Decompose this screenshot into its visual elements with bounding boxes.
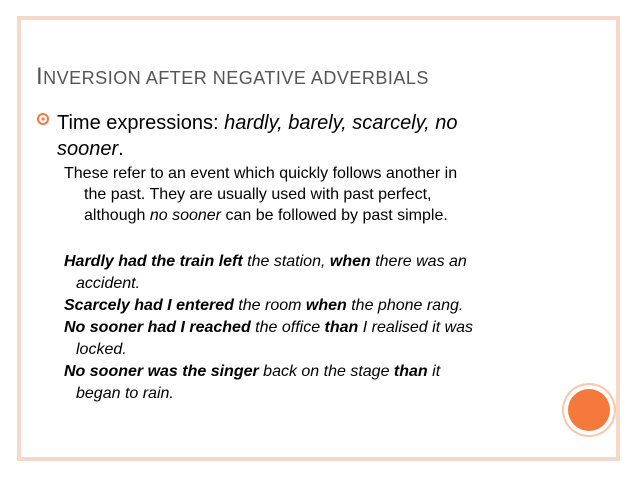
examples-list (64, 251, 554, 405)
example-text: the office (250, 319, 325, 336)
example-bold: Hardly had the train left (64, 253, 243, 270)
paragraph-line-3 (64, 205, 539, 226)
title-first-letter: I (36, 63, 44, 90)
example-line (64, 317, 554, 339)
example-continuation: accident. (76, 275, 141, 292)
example-bold: than (393, 363, 428, 380)
paragraph-line-3-italic: no sooner (149, 207, 222, 224)
example-line (64, 361, 554, 383)
example-text: back on the stage (258, 363, 394, 380)
frame-right-border (616, 16, 620, 461)
heading-italic: hardly, barely, scarcely, no (224, 112, 458, 134)
example-text: there was an (370, 253, 467, 270)
title-rest: NVERSION AFTER NEGATIVE ADVERBIALS (43, 68, 429, 88)
paragraph-line-3-a: although (84, 207, 150, 224)
example-bold: than (324, 319, 359, 336)
frame-top-border (17, 16, 620, 20)
example-bold: when (305, 297, 347, 314)
example-continuation: locked. (76, 341, 127, 358)
example-text: the phone rang. (346, 297, 464, 314)
frame-left-border (17, 16, 21, 461)
example-text: the station, (242, 253, 330, 270)
example-continuation: began to rain. (76, 385, 174, 402)
paragraph-line-1: These refer to an event which quickly follows another in (64, 165, 458, 182)
example-line (64, 295, 554, 317)
decorative-circle (568, 389, 610, 431)
paragraph-line-3-b: can be followed by past simple. (221, 207, 448, 224)
bullet-heading (57, 110, 527, 162)
example-text: the room (233, 297, 306, 314)
example-bold: No sooner had I reached (64, 319, 251, 336)
example-bold: when (329, 253, 371, 270)
example-bold: No sooner was the singer (64, 363, 259, 380)
heading-lead: Time expressions: (57, 112, 225, 134)
paragraph-line-2: the past. They are usually used with past perfect, (84, 186, 432, 203)
heading-italic-line2: sooner (57, 138, 119, 160)
example-bold: Scarcely had I entered (64, 297, 234, 314)
slide-title (36, 63, 429, 91)
explanation-paragraph (64, 163, 539, 226)
example-text: I realised it was (358, 319, 474, 336)
frame-bottom-border (17, 457, 620, 461)
example-text: it (427, 363, 441, 380)
heading-end: . (118, 138, 124, 160)
example-line (64, 251, 554, 273)
diamond-bullet-icon (36, 112, 50, 126)
